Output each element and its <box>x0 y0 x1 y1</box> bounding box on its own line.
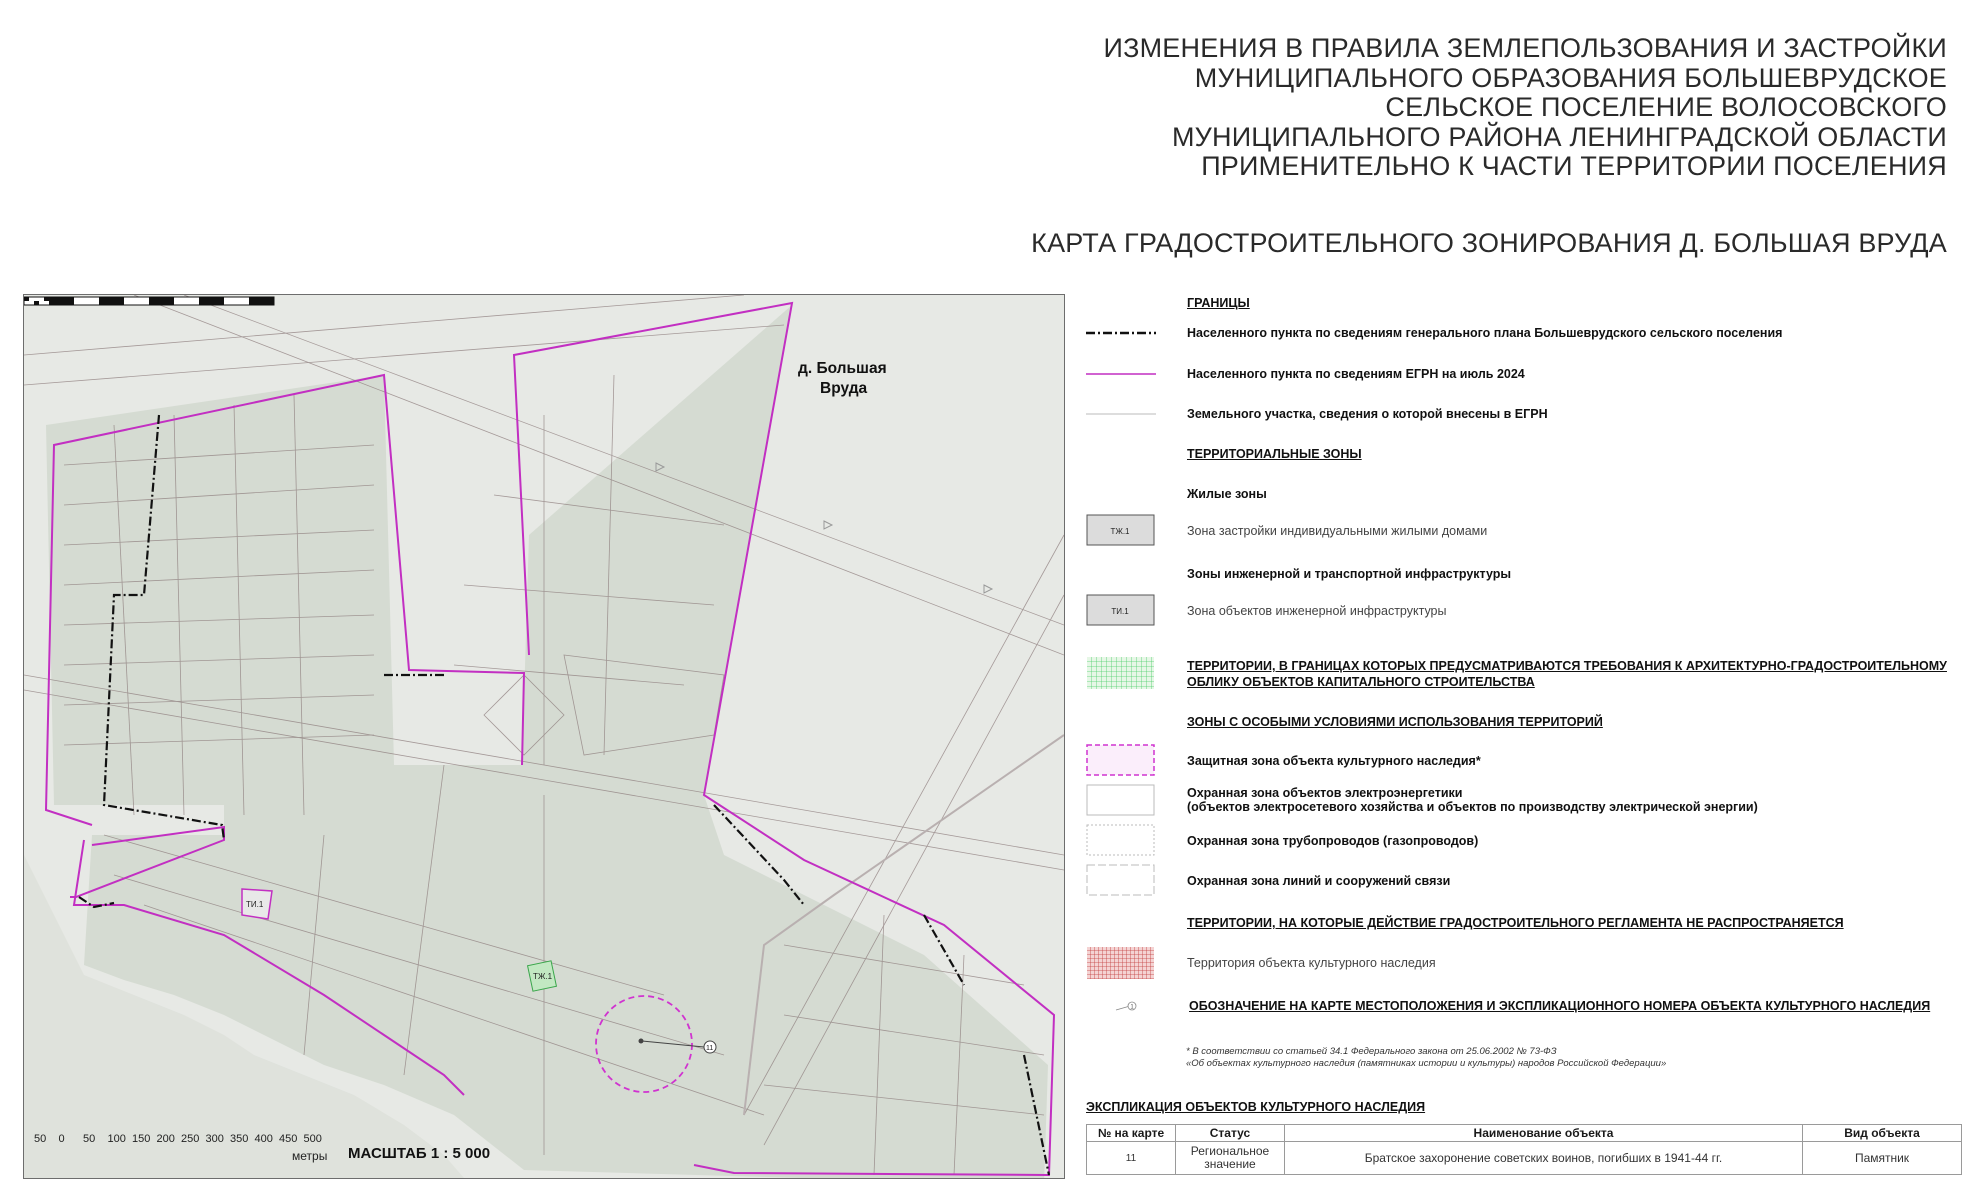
footnote <box>1186 1046 1666 1070</box>
title-line: ПРИМЕНИТЕЛЬНО К ЧАСТИ ТЕРРИТОРИИ ПОСЕЛЕНИЯ <box>1201 151 1947 181</box>
ti1-symbol-code: ТИ.1 <box>1111 607 1129 616</box>
legend-heritage-territory-text: Территория объекта культурного наследия <box>1187 956 1436 970</box>
ti1-symbol <box>1086 594 1156 630</box>
zoning-map[interactable] <box>23 294 1065 1179</box>
comm-zone-symbol <box>1086 864 1156 900</box>
map-subtitle: КАРТА ГРАДОСТРОИТЕЛЬНОГО ЗОНИРОВАНИЯ Д. БОЛЬШАЯ ВРУДА <box>1031 228 1947 258</box>
scale-tick: 150 <box>132 1133 151 1145</box>
legend-arch-line: ТЕРРИТОРИИ, В ГРАНИЦАХ КОТОРЫХ ПРЕДУСМАТРИВАЮТСЯ ТРЕБОВАНИЯ К АРХИТЕКТУРНО-ГРАДОСТРОИТЕЛЬНОМУ <box>1187 659 1947 673</box>
column-header: № на карте <box>1087 1125 1176 1142</box>
legend-egrn-text: Населенного пункта по сведениям ЕГРН на июль 2024 <box>1187 367 1525 381</box>
scale-tick: 250 <box>181 1133 200 1145</box>
cell-number: 11 <box>1087 1142 1176 1175</box>
settlement-label <box>798 359 887 399</box>
footnote-line: * В соответствии со статьей 34.1 Федерального закона от 25.06.2002 № 73-ФЗ <box>1186 1046 1557 1057</box>
scale-ticks <box>34 1133 328 1145</box>
legend-infra-header: Зоны инженерной и транспортной инфраструктуры <box>1187 567 1512 581</box>
legend-row <box>1086 364 1966 400</box>
scale-tick: 0 <box>58 1133 65 1145</box>
map-canvas <box>24 295 1064 1178</box>
legend-ti1-text: Зона объектов инженерной инфраструктуры <box>1187 604 1447 618</box>
ti1-map-label: ТИ.1 <box>246 900 264 909</box>
legend-row <box>1086 784 1966 820</box>
legend-power-line: Охранная зона объектов электроэнергетики <box>1187 786 1463 800</box>
heritage-protect-symbol <box>1086 744 1156 780</box>
legend-arch-line: ОБЛИКУ ОБЪЕКТОВ КАПИТАЛЬНОГО СТРОИТЕЛЬСТВА <box>1187 675 1535 689</box>
column-header: Вид объекта <box>1803 1125 1962 1142</box>
legend-residential-header: Жилые зоны <box>1187 487 1267 501</box>
settlement-label-line: Вруда <box>820 380 868 397</box>
scale-tick: 100 <box>107 1133 126 1145</box>
legend-row <box>1086 864 1966 900</box>
genplan-boundary-symbol <box>1086 323 1156 359</box>
monument-point[interactable] <box>639 1039 644 1044</box>
scale-tick: 300 <box>205 1133 224 1145</box>
scale-tick: 50 <box>34 1133 47 1145</box>
document-title <box>1104 34 1948 182</box>
scale-tick: 200 <box>156 1133 175 1145</box>
settlement-label-line: д. Большая <box>798 360 887 377</box>
heritage-territory-symbol <box>1086 946 1156 982</box>
legend-pipeline-text: Охранная зона трубопроводов (газопроводов) <box>1187 834 1479 848</box>
monument-number-label: 11 <box>706 1045 714 1052</box>
power-zone-symbol <box>1086 784 1156 820</box>
title-line: СЕЛЬСКОЕ ПОСЕЛЕНИЕ ВОЛОСОВСКОГО <box>1385 92 1947 122</box>
legend-row <box>1086 712 1966 748</box>
marker-code-text: 1 <box>1130 1004 1134 1011</box>
column-header: Наименование объекта <box>1285 1125 1803 1142</box>
cell-status: Региональное значение <box>1176 1142 1285 1175</box>
explication-title: ЭКСПЛИКАЦИЯ ОБЪЕКТОВ КУЛЬТУРНОГО НАСЛЕДИЯ <box>1086 1100 1426 1114</box>
legend-power-line: (объектов электросетевого хозяйства и объектов по производству электрической энергии) <box>1187 800 1758 814</box>
scale-tick: 500 <box>303 1133 322 1145</box>
legend-row <box>1086 323 1966 359</box>
legend-row <box>1086 656 1966 692</box>
title-line: МУНИЦИПАЛЬНОГО ОБРАЗОВАНИЯ БОЛЬШЕВРУДСКОЕ <box>1194 62 1947 93</box>
legend-power-text <box>1187 786 1758 814</box>
tzh1-symbol <box>1086 514 1156 550</box>
scale-unit: метры <box>292 1149 328 1163</box>
title-line: ИЗМЕНЕНИЯ В ПРАВИЛА ЗЕМЛЕПОЛЬЗОВАНИЯ И ЗАСТРОЙКИ <box>1103 33 1947 63</box>
monument-marker-symbol <box>1086 996 1156 1032</box>
legend-header-boundaries: ГРАНИЦЫ <box>1187 296 1250 310</box>
egrn-boundary-symbol <box>1086 364 1156 400</box>
tzh1-symbol-code: ТЖ.1 <box>1110 527 1130 536</box>
legend-row <box>1086 594 1966 630</box>
column-header: Статус <box>1176 1125 1285 1142</box>
title-line: МУНИЦИПАЛЬНОГО РАЙОНА ЛЕНИНГРАДСКОЙ ОБЛАСТИ <box>1171 121 1947 152</box>
legend-arch-text <box>1187 658 1947 690</box>
scale-tick: 400 <box>254 1133 273 1145</box>
scale-tick: 50 <box>83 1133 96 1145</box>
table-header-row <box>1087 1125 1962 1142</box>
table-row <box>1087 1142 1962 1175</box>
legend-row <box>1086 514 1966 550</box>
legend-no-reg-header: ТЕРРИТОРИИ, НА КОТОРЫЕ ДЕЙСТВИЕ ГРАДОСТРОИТЕЛЬНОГО РЕГЛАМЕНТА НЕ РАСПРОСТРАНЯЕТСЯ <box>1187 916 1844 930</box>
cell-name: Братское захоронение советских воинов, погибших в 1941-44 гг. <box>1285 1142 1803 1175</box>
legend-row <box>1086 824 1966 860</box>
legend-tzh1-text: Зона застройки индивидуальными жилыми домами <box>1187 524 1488 538</box>
footnote-line: «Об объектах культурного наследия (памятниках истории и культуры) народов Российской Федерации» <box>1186 1058 1667 1069</box>
scale-tick: 450 <box>279 1133 298 1145</box>
legend-special-header: ЗОНЫ С ОСОБЫМИ УСЛОВИЯМИ ИСПОЛЬЗОВАНИЯ ТЕРРИТОРИЙ <box>1187 715 1603 729</box>
pipeline-zone-symbol <box>1086 824 1156 860</box>
legend-marker-text: ОБОЗНАЧЕНИЕ НА КАРТЕ МЕСТОПОЛОЖЕНИЯ И ЭКСПЛИКАЦИОННОГО НОМЕРА ОБЪЕКТА КУЛЬТУРНОГО НАСЛЕДИЯ <box>1189 999 1931 1013</box>
legend-heritage-protect-text: Защитная зона объекта культурного наследия* <box>1187 754 1481 768</box>
tzh1-map-label: ТЖ.1 <box>533 972 553 981</box>
explication-table <box>1086 1124 1962 1175</box>
legend-row <box>1086 914 1966 950</box>
arch-grid-symbol <box>1086 656 1156 692</box>
scale-label: МАСШТАБ 1 : 5 000 <box>348 1145 491 1162</box>
legend-comm-text: Охранная зона линий и сооружений связи <box>1187 874 1451 888</box>
legend-row <box>1086 404 1966 440</box>
parcel-boundary-symbol <box>1086 404 1156 440</box>
scale-bar <box>24 295 276 307</box>
legend-row <box>1086 744 1966 780</box>
legend-header-zones: ТЕРРИТОРИАЛЬНЫЕ ЗОНЫ <box>1187 447 1362 461</box>
legend-row <box>1086 444 1966 480</box>
legend-parcel-text: Земельного участка, сведения о которой внесены в ЕГРН <box>1187 407 1548 421</box>
legend-genplan-text: Населенного пункта по сведениям генерального плана Большеврудского сельского поселения <box>1187 326 1783 340</box>
cell-kind: Памятник <box>1803 1142 1962 1175</box>
scale-tick: 350 <box>230 1133 249 1145</box>
legend-row <box>1086 996 1966 1032</box>
legend-row <box>1086 946 1966 982</box>
